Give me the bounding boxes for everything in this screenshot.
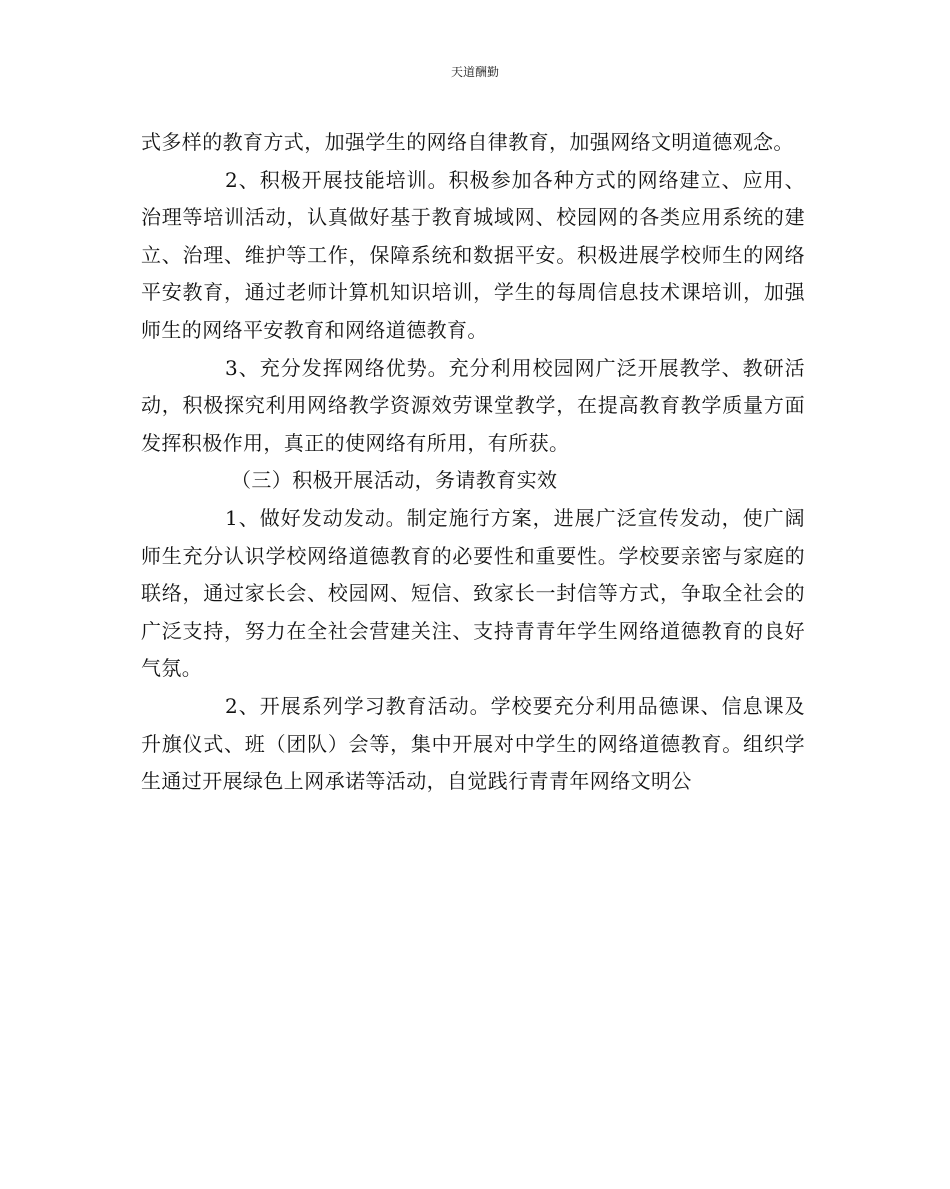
page-header: 天道酬勤	[450, 65, 499, 79]
paragraph-skills-training: 2、积极开展技能培训。积极参加各种方式的网络建立、应用、治理等培训活动，认真做好基于教育城域网、校园网的各类应用系统的建立、治理、维护等工作，保障系统和数据平安。积极进展学校师生的网络平安教育，通过老师计算机知识培训，学生的每周信息技术课培训，加强师生的网络平安教育和网络道德教育。	[141, 167, 805, 342]
section-heading: （三）积极开展活动，务请教育实效	[231, 468, 558, 493]
paragraph-continuation: 式多样的教育方式，加强学生的网络自律教育，加强网络文明道德观念。	[141, 130, 794, 154]
document-body	[141, 124, 805, 801]
paragraph-learning-activities: 2、开展系列学习教育活动。学校要充分利用品德课、信息课及升旗仪式、班（团队）会等，集中开展对中学生的网络道德教育。组织学生通过开展绿色上网承诺等活动，自觉践行青青年网络文明公	[141, 693, 805, 794]
paragraph-network-advantage: 3、充分发挥网络优势。充分利用校园网广泛开展教学、教研活动，积极探究利用网络教学资源效劳课堂教学，在提高教育教学质量方面发挥积极作用，真正的使网络有所用，有所获。	[141, 355, 805, 455]
paragraph-mobilization: 1、做好发动发动。制定施行方案，进展广泛宣传发动，使广阔师生充分认识学校网络道德教育的必要性和重要性。学校要亲密与家庭的联络，通过家长会、校园网、短信、致家长一封信等方式，争取全社会的广泛支持，努力在全社会营建关注、支持青青年学生网络道德教育的良好气氛。	[141, 505, 805, 681]
